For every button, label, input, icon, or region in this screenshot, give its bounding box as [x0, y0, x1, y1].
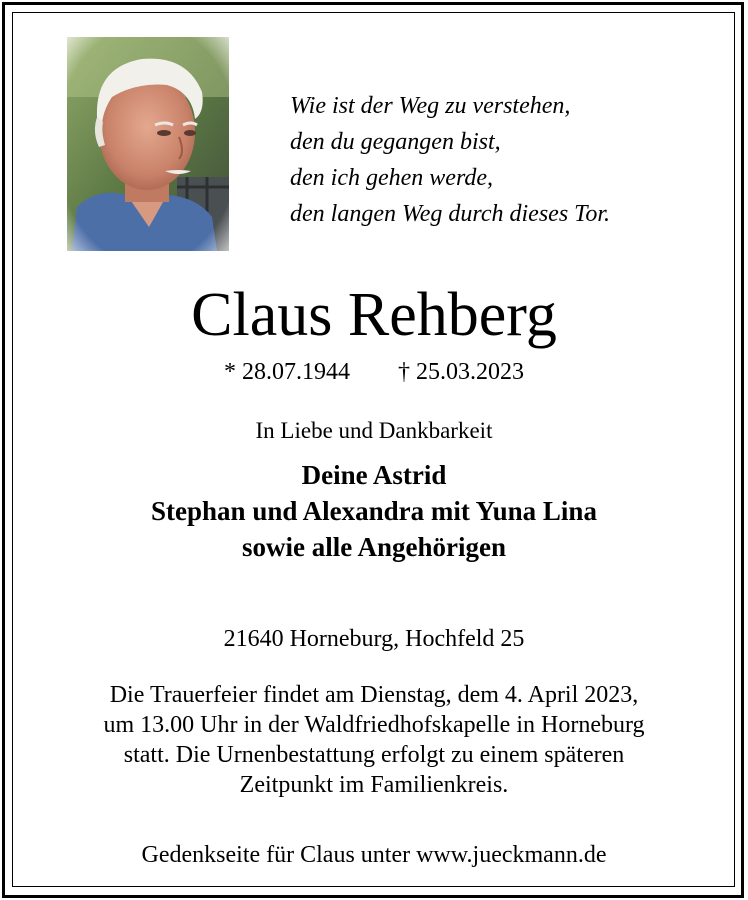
ceremony-line: statt. Die Urnenbestattung erfolgt zu einem späteren — [123, 742, 625, 768]
life-dates — [0, 357, 748, 387]
poem-line: den langen Weg durch dieses Tor. — [290, 201, 610, 227]
address: 21640 Horneburg, Hochfeld 25 — [223, 626, 525, 652]
poem-quote — [290, 88, 710, 232]
poem-line: den du gegangen bist, — [290, 129, 501, 155]
mourner-line: Stephan und Alexandra mit Yuna Lina — [151, 496, 597, 526]
birth-date: * 28.07.1944 — [224, 359, 350, 385]
portrait-photo — [67, 37, 229, 251]
ceremony-line: Die Trauerfeier findet am Dienstag, dem 4. April 2023, — [109, 682, 639, 708]
ceremony-line: um 13.00 Uhr in der Waldfriedhofskapelle in Horneburg — [103, 712, 645, 738]
poem-line: den ich gehen werde, — [290, 165, 494, 191]
mourners-list — [0, 457, 748, 565]
ceremony-notice — [0, 680, 748, 800]
mourner-line: sowie alle Angehörigen — [242, 532, 506, 562]
poem-line: Wie ist der Weg zu verstehen, — [290, 93, 571, 119]
mourner-line: Deine Astrid — [301, 460, 447, 490]
death-date: † 25.03.2023 — [398, 359, 524, 385]
memorial-page-link[interactable]: Gedenkseite für Claus unter www.jueckmann.de — [141, 842, 607, 868]
ceremony-line: Zeitpunkt im Familienkreis. — [239, 772, 509, 798]
intro-text: In Liebe und Dankbarkeit — [255, 418, 493, 443]
deceased-name: Claus Rehberg — [191, 281, 557, 349]
